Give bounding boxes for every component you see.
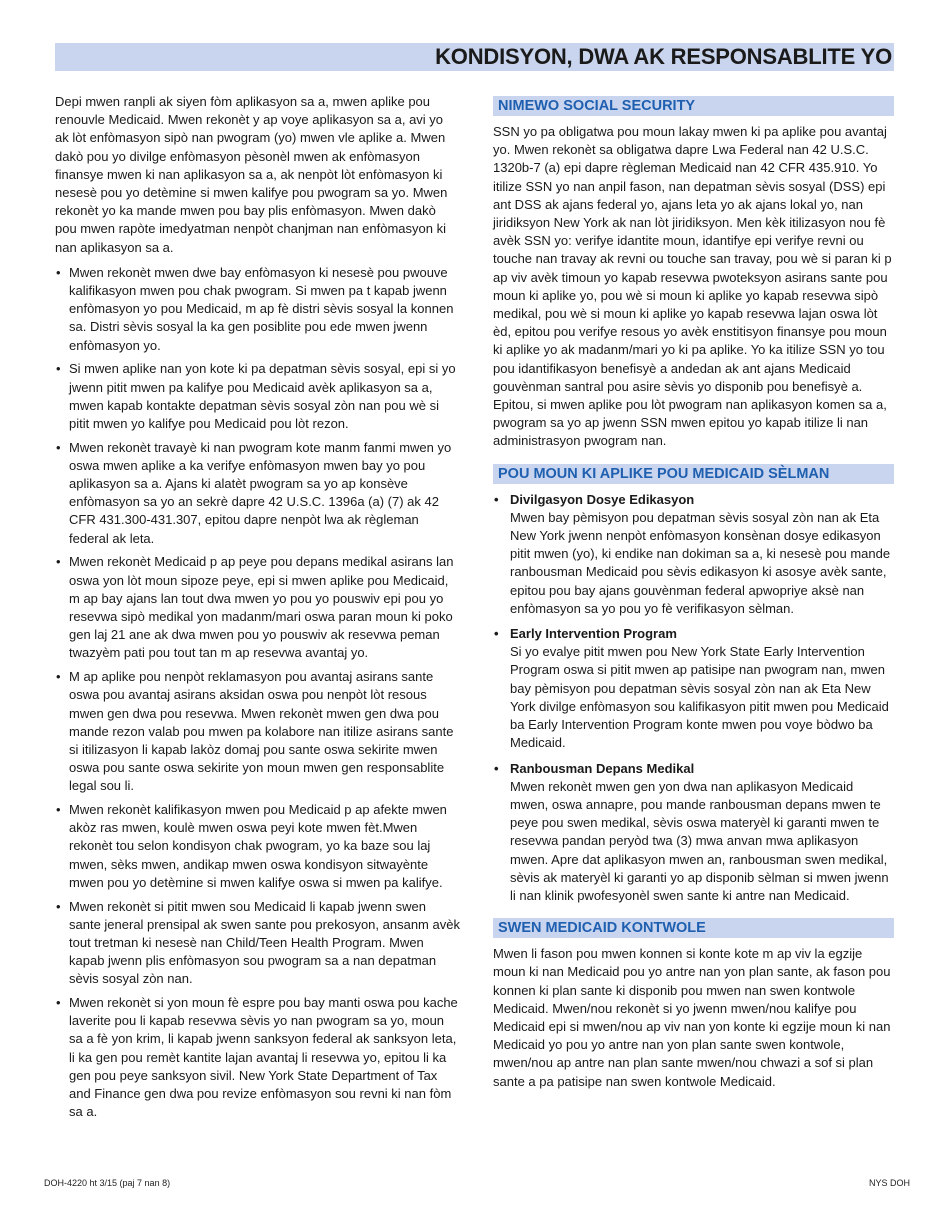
item-body: Mwen bay pèmisyon pou depatman sèvis sosyal zòn nan ak Eta New York jwenn nenpòt enfòmasyon konsènan dosye edikasyon pitit mwen (yo), ki endike nan dokiman sa a, ki nesesè pou mande ranbousman Medicaid pou sèvis edikasyon ki asosye avèk sante, epitou pou bay ajans gouvènman federal apwopriye aksè nan enfòmasyon sa yo pou yo fè verifikasyon sèlman. (510, 509, 891, 616)
managed-care-body: Mwen li fason pou mwen konnen si konte kote m ap viv la egzije moun ki nan Medicaid pou yo antre nan yon plan sante, ak fason pou konnen ki plan sante ki disponib pou mwen nan swen kontwole Medicaid. Mwen/nou rekonèt si yo jwenn mwen/nou kalifye pou Medicaid epi si mwen/nou ap viv nan yon konte ki egzije moun ki nan Medicaid yo pou yo antre nan yon plan sante swen kontwole, mwen/nou ap antre nan plan sante mwen/nou chwazi a sof si plan sante a pa patisipe nan swen kontwole Medicaid. (493, 946, 891, 1089)
list-item: • Mwen rekonèt travayè ki nan pwogram kote manm fanmi mwen yo oswa mwen aplike a ka verifye enfòmasyon mwen bay yo pou aplikasyon sa a. Ajans ki alatèt pwogram sa yo ap konsève enfòmasyon sa yo an sekrè dapre 42 U.S.C. 1396a (a) (7) ak 42 CFR 431.300-431.307, epitou dapre nenpòt lwa ak règleman federal ak leta. (55, 439, 460, 548)
list-item: • Mwen rekonèt mwen dwe bay enfòmasyon ki nesesè pou pwouve kalifikasyon mwen pou chak pwogram. Si mwen pa t kapab jwenn enfòmasyon yo pou Medicaid, m ap fè distri sèvis sosyal la konnen sa. Distri sèvis sosyal la ka gen posiblite pou ede mwen jwenn enfòmasyon yo. (55, 264, 460, 355)
item-title: • Early Intervention Program (510, 626, 677, 642)
intro-paragraph: Depi mwen ranpli ak siyen fòm aplikasyon sa a, mwen aplike pou renouvle Medicaid. Mwen rekonèt y ap voye aplikasyon sa a, avi yo ak lòt enfòmasyon sipò nan pwogram (yo) mwen vle aplike a. Mwen dakò pou yo divilge enfòmasyon pèsonèl mwen ak enfòmasyon finansye mwen ki nan aplikasyon sa a, ak nenpòt lòt enfòmasyon ki nesesè pou yo detèmine si mwen kalifye pou pwogram sa yo. Mwen rekonèt yo ka mande mwen pou bay plis enfòmasyon. Mwen dakò pou mwen rapòte imedyatman nenpòt chanjman nan enfòmasyon ki nan aplikasyon sa a. (55, 94, 448, 255)
list-item (493, 760, 894, 906)
terms-list (55, 264, 460, 1122)
medicaid-only-list (493, 491, 894, 905)
right-column (493, 96, 894, 1104)
agency-label: NYS DOH (868, 1178, 910, 1188)
list-item (493, 625, 894, 752)
medicaid-only-section (493, 464, 894, 905)
page-title: KONDISYON, DWA AK RESPONSABLITE YO (435, 44, 892, 69)
left-column (55, 93, 460, 1127)
item-title: • Ranbousman Depans Medikal (510, 760, 695, 776)
managed-care-heading: SWEN MEDICAID KONTWOLE (493, 918, 894, 938)
item-body: Mwen rekonèt mwen gen yon dwa nan aplikasyon Medicaid mwen, oswa annapre, pou mande ranbousman depans mwen te peye pou swen medikal, sèvis oswa materyèl ki garanti mwen te resevwa pandan peryòd twa (3) mwa anvan mwa aplikasyon mwen. Apre dat aplikasyon mwen an, ranbousman swen medikal, sèvis ak materyèl ki garanti yo ap disponib sèlman si mwen jwenn li nan klinik pwofesyonèl swen sante ki antre nan Medicaid. (510, 778, 889, 903)
medicaid-only-heading: POU MOUN KI APLIKE POU MEDICAID SÈLMAN (493, 464, 894, 484)
title-bar (55, 43, 894, 71)
item-body: Si yo evalye pitit mwen pou New York State Early Intervention Program oswa si pitit mwen ap patisipe nan pwogram nan, mwen bay pèmisyon pou depatman sèvis sosyal zòn nan ak Eta New York divilge enfòmasyon sou kalifikasyon pitit mwen pou Medicaid ba Early Intervention Program konte mwen pou voye bòdwo ba Medicaid. (510, 644, 889, 751)
list-item (493, 491, 894, 618)
list-item: • Mwen rekonèt Medicaid p ap peye pou depans medikal asirans lan oswa yon lòt moun sipoze peye, epi si mwen aplike pou Medicaid, m ap bay ajans lan tout dwa mwen yo pou yo pouswiv epi pou yo resevwa sipò medikal yon madanm/mari oswa paran moun ki poko gen laj 21 ane ak dwa mwen pou yo pouswiv ak resevwa peman twazyèm pati pou tout tan m ap resevwa avantaj yo. (55, 553, 460, 662)
form-id: DOH-4220 ht 3/15 (paj 7 nan 8) (44, 1178, 171, 1188)
item-title: • Divilgasyon Dosye Edikasyon (510, 491, 695, 507)
ssn-body: SSN yo pa obligatwa pou moun lakay mwen ki pa aplike pou avantaj yo. Mwen rekonèt sa obligatwa dapre Lwa Federal nan 42 U.S.C. 1320b-7 (a) epi dapre règleman Medicaid nan 42 CFR 435.910. Yo itilize SSN yo nan anpil fason, nan depatman sèvis sosyal (DSS) epi ant DSS ak ajans federal yo, ajans leta yo ak ajans lokal yo, nan jiridiksyon New York ak nan lòt jiridiksyon. Men kèk itilizasyon nou fè avèk SSN yo: verifye idantite moun, idantifye epi verifye revni ou touche nan travay ak revni ou touche san travay, pou wè si paran ki p ap viv avèk timoun yo kapab resevwa pwoteksyon asirans sante pou moun ki aplike yo, pou wè si moun ki aplike yo kapab resevwa sipò medikal, pou wè si moun ki aplike yo kapab resevwa lajan oswa lòt èd, epitou pou verifye resous yo avèk enstitisyon finansye pou moun ki aplike yo ak madanm/mari yo ki pa aplike. Yo ka itilize SSN yo tou pou idantifikasyon benefisyè a andedan ak ant ajans Medicaid gouvènman santral pou asire sèvis yo disponib pou benefisyè a. Epitou, si mwen aplike pou lòt pwogram nan aplikasyon komen sa a, pwogram sa yo ap jwenn SSN mwen epitou yo kapab itilize li nan administrasyon pwogram nan. (493, 124, 892, 449)
ssn-heading: NIMEWO SOCIAL SECURITY (493, 96, 894, 116)
list-item: • M ap aplike pou nenpòt reklamasyon pou avantaj asirans sante oswa pou avantaj asirans aksidan oswa pou nenpòt lòt resous mwen gen dwa pou resevwa. Mwen rekonèt mwen gen dwa pou mande rezon valab pou mwen pa kolabore nan itilize asirans sante si itilizasyon li kapab lakòz domaj pou sante oswa sekirite mwen oswa pou sante oswa sekirite yon moun mwen gen responsablite legal sou li. (55, 668, 460, 795)
list-item: • Mwen rekonèt kalifikasyon mwen pou Medicaid p ap afekte mwen akòz ras mwen, koulè mwen oswa peyi kote mwen fèt.Mwen rekonèt tou selon kondisyon chak pwogram, yo ka baze sou laj mwen, sèks mwen, andikap mwen oswa kondisyon sitwayènte mwen pou yo detèmine si mwen kalifye oswa si mwen pa kalifye. (55, 801, 460, 892)
list-item: • Mwen rekonèt si pitit mwen sou Medicaid li kapab jwenn swen sante jeneral prensipal ak swen sante pou prekosyon, ansanm avèk tout tretman ki nesesè nan Child/Teen Health Program. Mwen kapab jwenn plis enfòmasyon sou pwogram sa a nan depatman sèvis sosyal zòn nan. (55, 898, 460, 989)
list-item: • Si mwen aplike nan yon kote ki pa depatman sèvis sosyal, epi si yo jwenn pitit mwen pa kalifye pou Medicaid avèk aplikasyon sa a, mwen kapab kontakte depatman sèvis sosyal zòn nan pou wè si pitit mwen yo kalifye pou Medicaid pou lòt rezon. (55, 360, 460, 433)
managed-care-section (493, 918, 894, 1091)
ssn-section (493, 96, 894, 451)
list-item: • Mwen rekonèt si yon moun fè espre pou bay manti oswa pou kache laverite pou li kapab resevwa sèvis yo nan pwogram sa yo, moun sa a fè yon krim, li kapab jwenn sanksyon federal ak sanksyon leta, li ka gen pou remèt kantite lajan avantaj li resevwa yo, epitou li ka gen pou peye sanksyon sivil. New York State Department of Tax and Finance gen dwa pou revize enfòmasyon sou revni ki nan fòm sa a. (55, 994, 460, 1121)
